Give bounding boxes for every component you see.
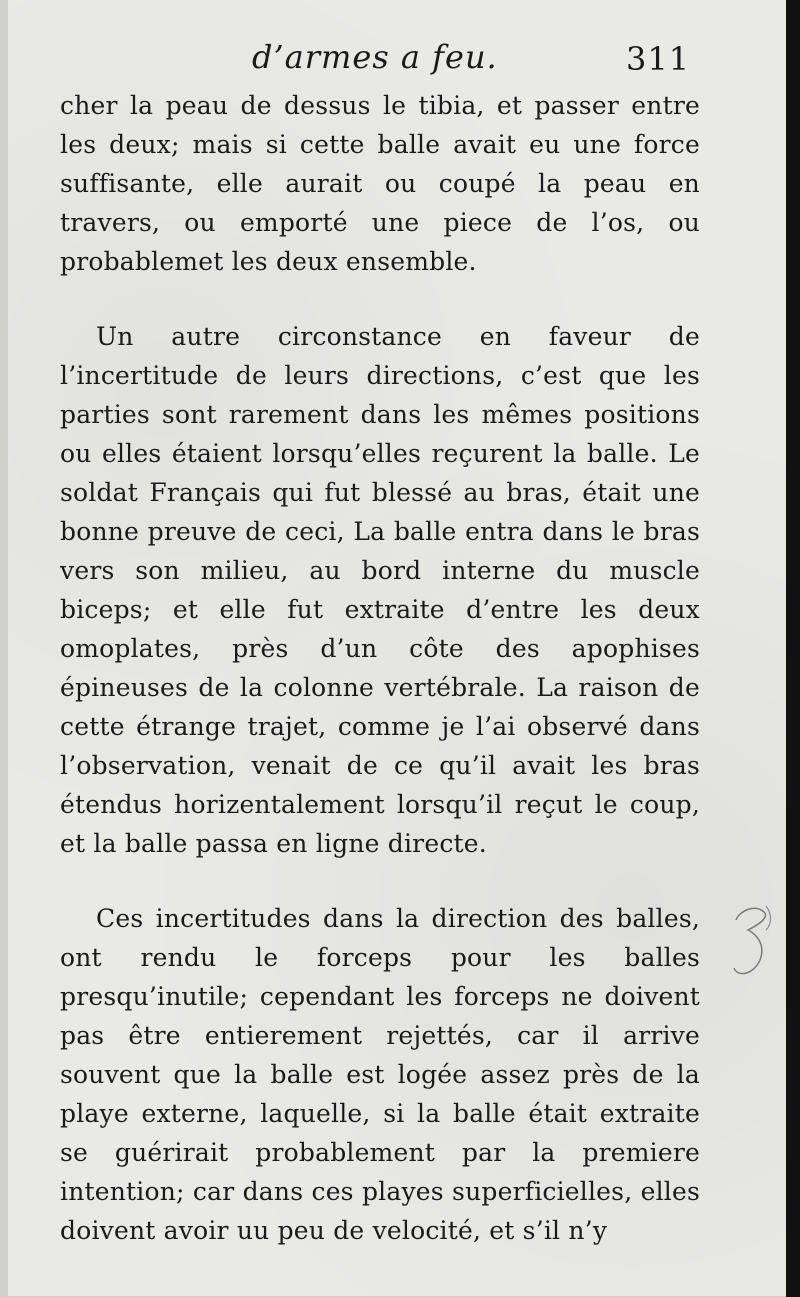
- page-body: [60, 86, 700, 1250]
- pencil-margin-mark: [726, 900, 782, 990]
- scan-edge: [786, 0, 800, 1297]
- paragraph-1: cher la peau de dessus le tibia, et passer entre les deux; mais si cette balle avait eu une force suffisante, elle aurait ou coupé la peau en travers, ou emporté une piece de l’os, ou probablemet les deux ensemble.: [60, 91, 700, 276]
- page-header: [8, 38, 794, 88]
- running-title: d’armes a feu.: [252, 38, 498, 76]
- page-number: 311: [626, 40, 691, 78]
- paragraph-2: Un autre circonstance en faveur de l’incertitude de leurs directions, c’est que les parties sont rarement dans les mêmes positions ou elles étaient lorsqu’elles reçurent la balle. Le soldat Français qui fut blessé au bras, était une bonne preuve de ceci, La balle entra dans le bras vers son milieu, au bord interne du muscle biceps; et elle fut extraite d’entre les deux omoplates, près d’un côte des apophises épineuses de la colonne vertébrale. La raison de cette étrange trajet, comme je l’ai observé dans l’observation, venait de ce qu’il avait les bras étendus horizentalement lorsqu’il reçut le coup, et la balle passa en ligne directe.: [60, 322, 700, 858]
- paragraph-3: Ces incertitudes dans la direction des balles, ont rendu le forceps pour les balles presqu’inutile; cependant les forceps ne doivent pas être entierement rejettés, car il arrive souvent que la balle est logée assez près de la playe externe, laquelle, si la balle était extraite se guérirait probablement par la premiere intention; car dans ces playes superficielles, elles doivent avoir uu peu de velocité, et s’il n’y: [60, 904, 700, 1245]
